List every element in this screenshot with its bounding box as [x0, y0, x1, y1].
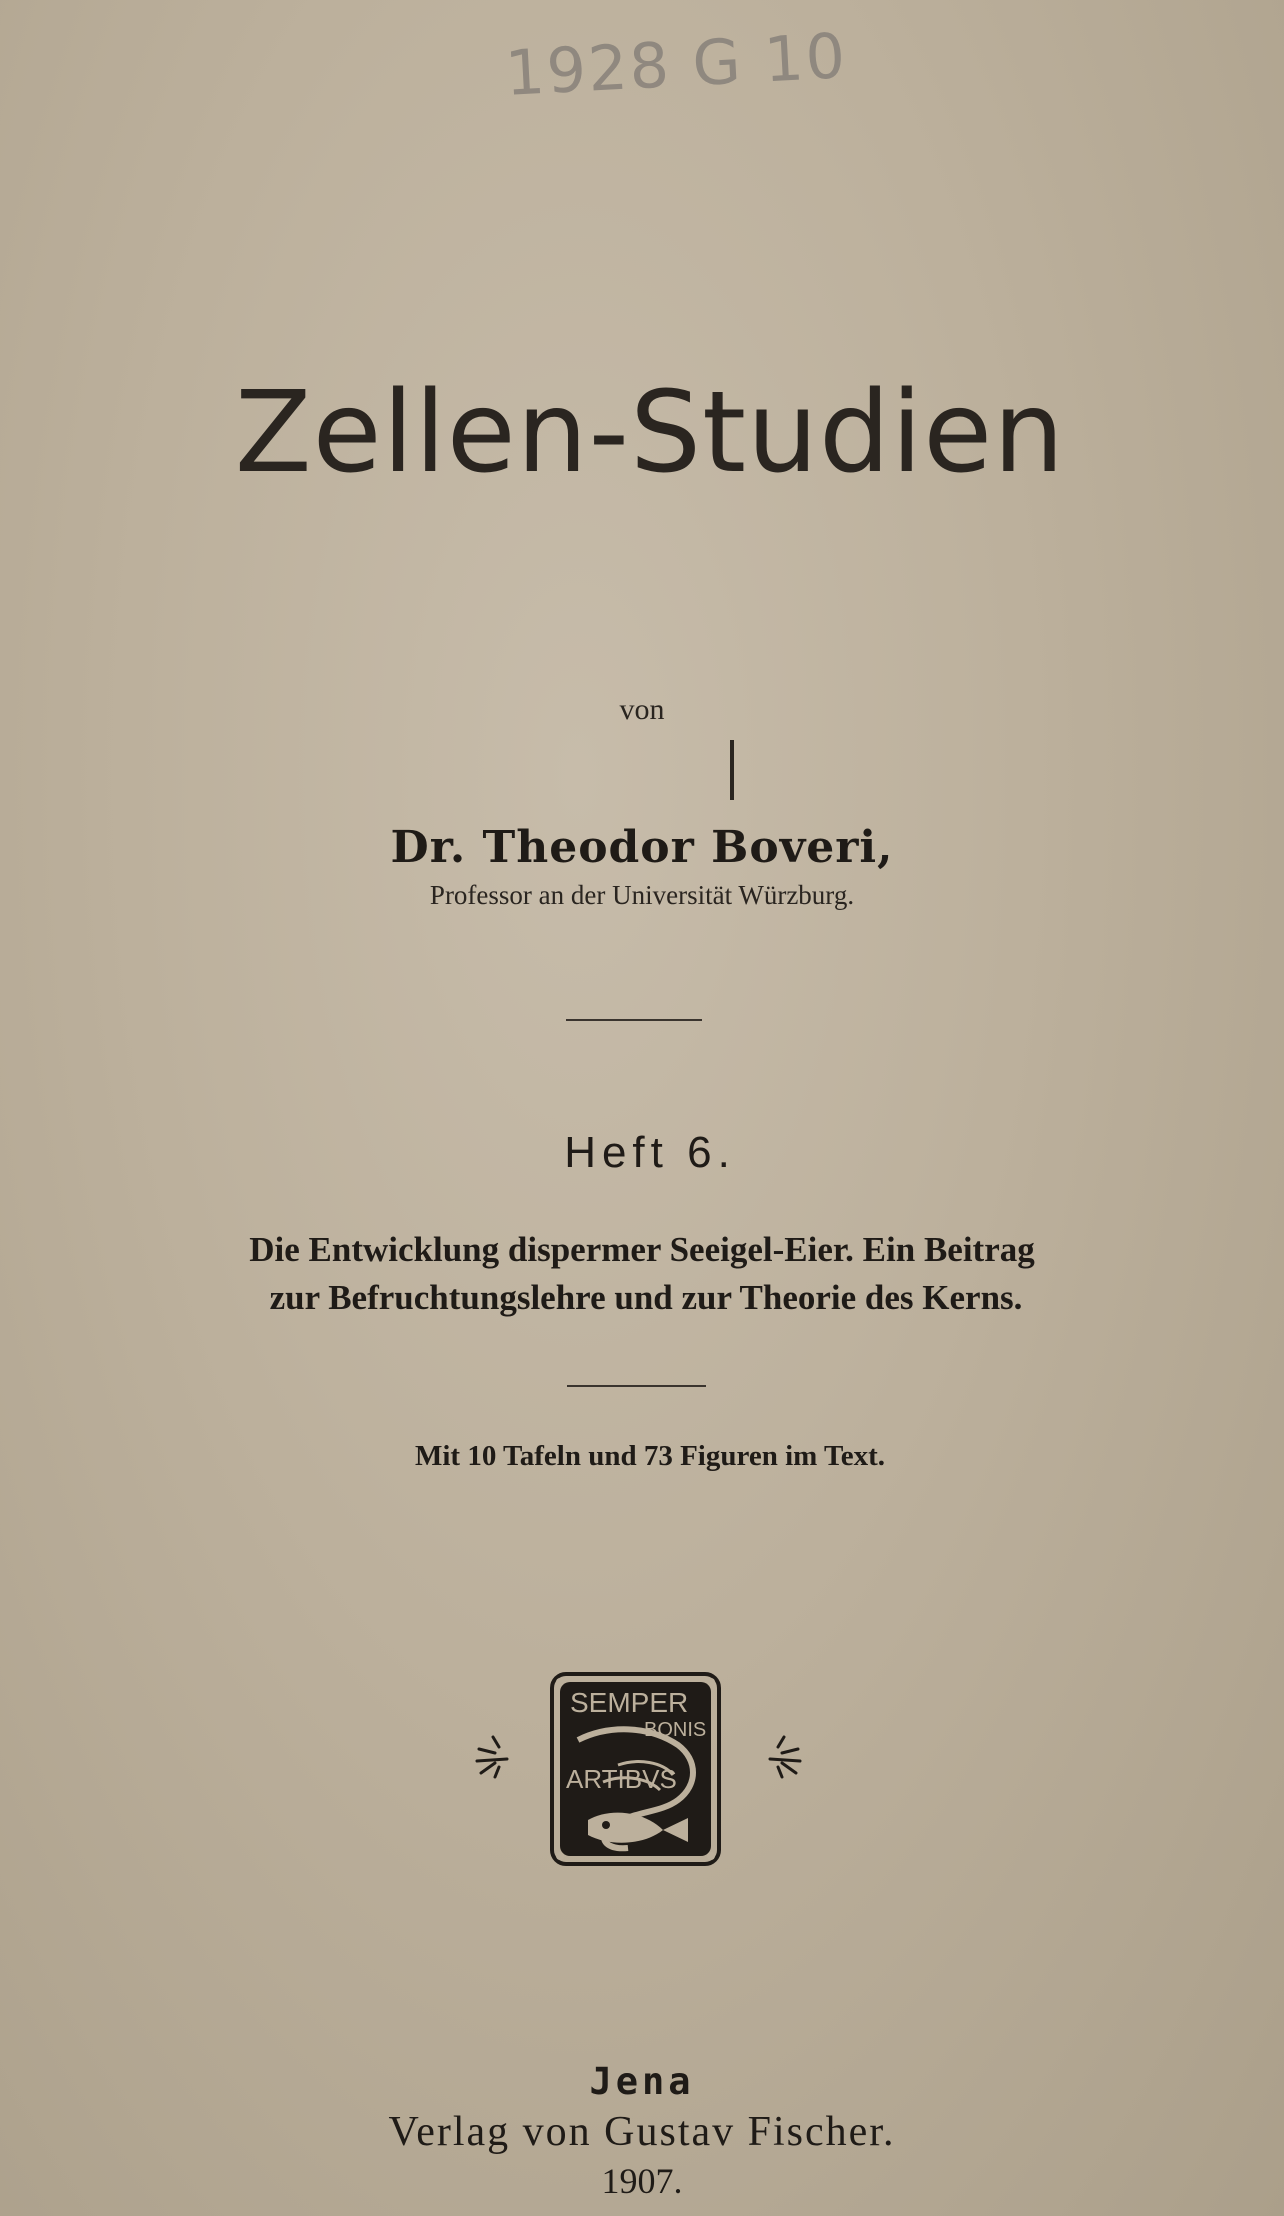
publisher-emblem-icon — [548, 1670, 723, 1868]
divider-rule — [567, 1385, 706, 1387]
ornament-flourish-left-icon — [473, 1733, 515, 1781]
author-name: Dr. Theodor Boveri, — [390, 822, 894, 873]
divider-rule — [566, 1019, 702, 1021]
plates-note: Mit 10 Tafeln und 73 Figuren im Text. — [415, 1440, 885, 1472]
volume-number: Heft 6. — [564, 1128, 736, 1177]
emblem-text-semper: SEMPER — [570, 1687, 689, 1718]
emblem-text-bonis: BONIS — [644, 1719, 707, 1741]
ornament-flourish-right-icon — [762, 1733, 804, 1781]
publisher-name: Verlag von Gustav Fischer. — [388, 2109, 896, 2155]
handwritten-shelfmark: 1928 G 10 — [503, 19, 849, 110]
subtitle-line-2: zur Befruchtungslehre und zur Theorie des Kerns. — [269, 1278, 1023, 1317]
by-label: von — [619, 693, 665, 726]
emblem-text-artibus: ARTIBVS — [566, 1764, 677, 1794]
subtitle-line-1: Die Entwicklung dispermer Seeigel-Eier. Ein Beitrag — [249, 1230, 1035, 1269]
book-title: Zellen-Studien — [234, 368, 1066, 498]
pencil-mark — [730, 740, 734, 800]
author-affiliation: Professor an der Universität Würzburg. — [429, 880, 855, 910]
publication-year: 1907. — [601, 2161, 683, 2201]
publication-city: Jena — [589, 2060, 695, 2103]
